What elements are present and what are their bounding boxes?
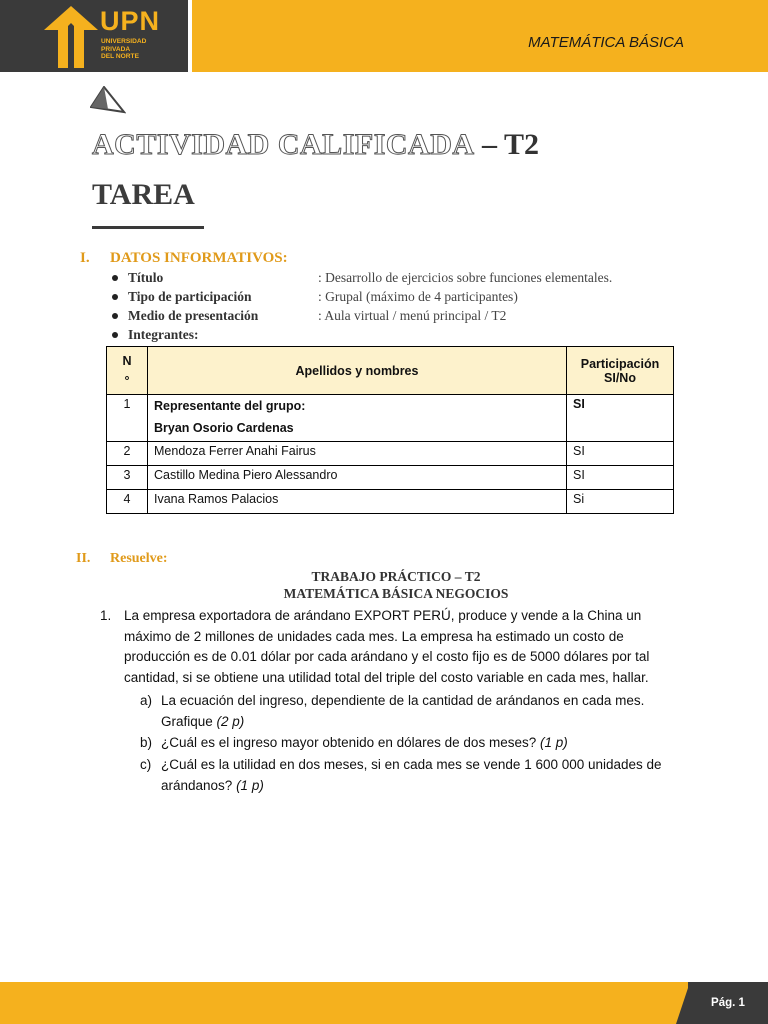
table-row: 3 Castillo Medina Piero Alessandro SI — [107, 466, 674, 490]
subitem-b: b) ¿Cuál es el ingreso mayor obtenido en dólares de dos meses? (1 p) — [140, 735, 568, 751]
section-heading-solve: II. Resuelve: — [76, 551, 168, 566]
representative-name: Bryan Osorio Cardenas — [154, 421, 294, 435]
navigation-triangle-icon — [90, 86, 126, 114]
header-subject: MATEMÁTICA BÁSICA — [528, 34, 684, 51]
problem-subitems — [140, 691, 680, 797]
practice-subtitle: MATEMÁTICA BÁSICA NEGOCIOS — [283, 586, 509, 601]
section-heading-info: I. DATOS INFORMATIVOS: — [80, 250, 288, 266]
footer-bar — [0, 982, 768, 1024]
logo-name: UPN — [100, 6, 161, 36]
members-table — [106, 346, 674, 514]
subitem-c: c) ¿Cuál es la utilidad en dos meses, si en cada mes se vende 1 600 000 unidades de arándanos? (1 p) — [140, 756, 662, 793]
activity-title: ACTIVIDAD CALIFICADA – T2 — [92, 128, 540, 161]
subitem-a: a) La ecuación del ingreso, dependiente de la cantidad de arándanos en cada mes. Grafique (2 p) — [140, 692, 645, 729]
problem-number: 1. — [100, 608, 112, 623]
problem-text: La empresa exportadora de arándano EXPORT PERÚ, produce y vende a la China un máximo de 2 millones de unidades cada mes. La empresa ha estimado un costo de producción es de 0.01 dólar por cada arándano y el costo fijo es de 5000 dólares por tal cantidad, si se obtiene una utilidad total del triple del costo variable en cada mes, hallar. — [124, 608, 650, 686]
problem-1 — [100, 606, 680, 797]
table-row: 1 Representante del grupo: Bryan Osorio Cardenas SI — [107, 395, 674, 442]
practice-title: TRABAJO PRÁCTICO – T2 — [311, 569, 481, 584]
representative-label: Representante del grupo: — [154, 399, 306, 413]
upn-arrow-icon — [44, 6, 98, 68]
table-header-row — [107, 347, 674, 395]
logo-block — [0, 0, 188, 72]
header-number: N ° — [107, 347, 148, 395]
table-row: 2 Mendoza Ferrer Anahi Fairus SI — [107, 442, 674, 466]
title-underline — [92, 226, 204, 229]
logo-subtitle: UNIVERSIDAD PRIVADA DEL NORTE — [101, 38, 147, 61]
header-participation: Participación SI/No — [567, 347, 674, 395]
page-number: Pág. 1 — [688, 982, 768, 1024]
header-name: Apellidos y nombres — [148, 347, 567, 395]
table-row: 4 Ivana Ramos Palacios Si — [107, 490, 674, 514]
task-title: TAREA — [92, 178, 195, 211]
